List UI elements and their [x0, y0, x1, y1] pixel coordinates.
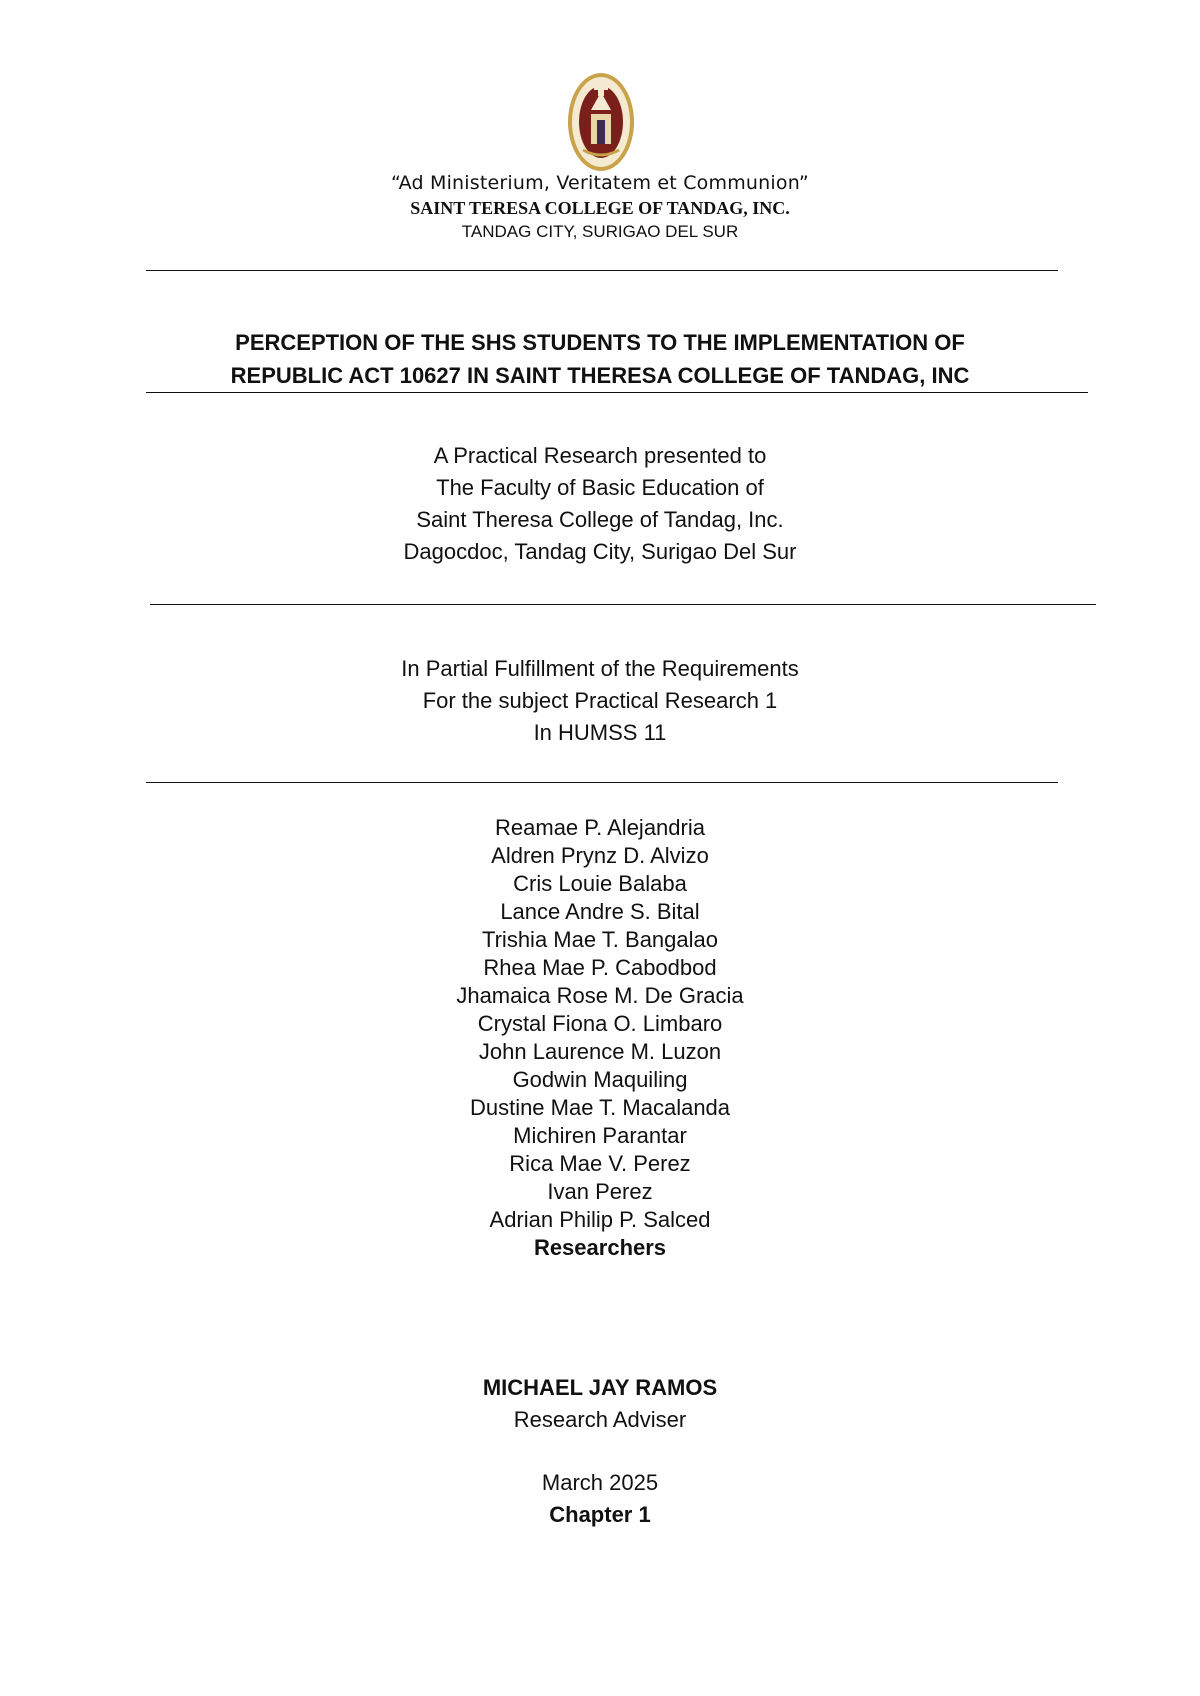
presented-line-2: The Faculty of Basic Education of: [436, 475, 764, 500]
list-item: Crystal Fiona O. Limbaro: [477, 1011, 723, 1036]
chapter-heading: Chapter 1: [549, 1502, 651, 1527]
researchers-list: [0, 814, 1200, 1262]
title-line-1: PERCEPTION OF THE SHS STUDENTS TO THE IMPLEMENTATION OF: [235, 330, 965, 355]
school-location: TANDAG CITY, SURIGAO DEL SUR: [461, 222, 739, 241]
research-title: [0, 326, 1200, 392]
fulfillment-line-2: For the subject Practical Research 1: [422, 688, 778, 713]
list-item: Ivan Perez: [547, 1179, 653, 1204]
list-item: Michiren Parantar: [513, 1123, 687, 1148]
list-item: Adrian Philip P. Salced: [489, 1207, 711, 1232]
list-item: John Laurence M. Luzon: [478, 1039, 722, 1064]
adviser-name: MICHAEL JAY RAMOS: [482, 1375, 718, 1400]
school-seal-icon: [565, 70, 637, 174]
fulfillment-line-3: In HUMSS 11: [533, 720, 667, 745]
fulfillment-block: [0, 653, 1200, 749]
list-item: Rica Mae V. Perez: [509, 1151, 691, 1176]
presented-line-4: Dagocdoc, Tandag City, Surigao Del Sur: [403, 539, 797, 564]
fulfillment-line-1: In Partial Fulfillment of the Requirements: [401, 656, 799, 681]
divider: [146, 782, 1058, 783]
list-item: Lance Andre S. Bital: [500, 899, 700, 924]
school-motto: “Ad Ministerium, Veritatem et Communion”: [391, 172, 809, 194]
adviser-role: Research Adviser: [513, 1407, 687, 1432]
list-item: Godwin Maquiling: [512, 1067, 688, 1092]
list-item: Rhea Mae P. Cabodbod: [483, 955, 717, 980]
submission-date: March 2025: [541, 1470, 659, 1495]
divider: [150, 604, 1096, 605]
school-name: SAINT TERESA COLLEGE OF TANDAG, INC.: [410, 198, 790, 218]
presented-to-block: [0, 440, 1200, 568]
researchers-label: Researchers: [533, 1235, 667, 1260]
divider: [146, 270, 1058, 271]
list-item: Cris Louie Balaba: [513, 871, 687, 896]
list-item: Aldren Prynz D. Alvizo: [491, 843, 709, 868]
list-item: Dustine Mae T. Macalanda: [469, 1095, 731, 1120]
title-line-2: REPUBLIC ACT 10627 IN SAINT THERESA COLLEGE OF TANDAG, INC: [230, 363, 970, 388]
presented-line-3: Saint Theresa College of Tandag, Inc.: [416, 507, 784, 532]
list-item: Jhamaica Rose M. De Gracia: [456, 983, 744, 1008]
divider: [146, 392, 1088, 393]
list-item: Trishia Mae T. Bangalao: [481, 927, 719, 952]
presented-line-1: A Practical Research presented to: [433, 443, 767, 468]
list-item: Reamae P. Alejandria: [495, 815, 705, 840]
